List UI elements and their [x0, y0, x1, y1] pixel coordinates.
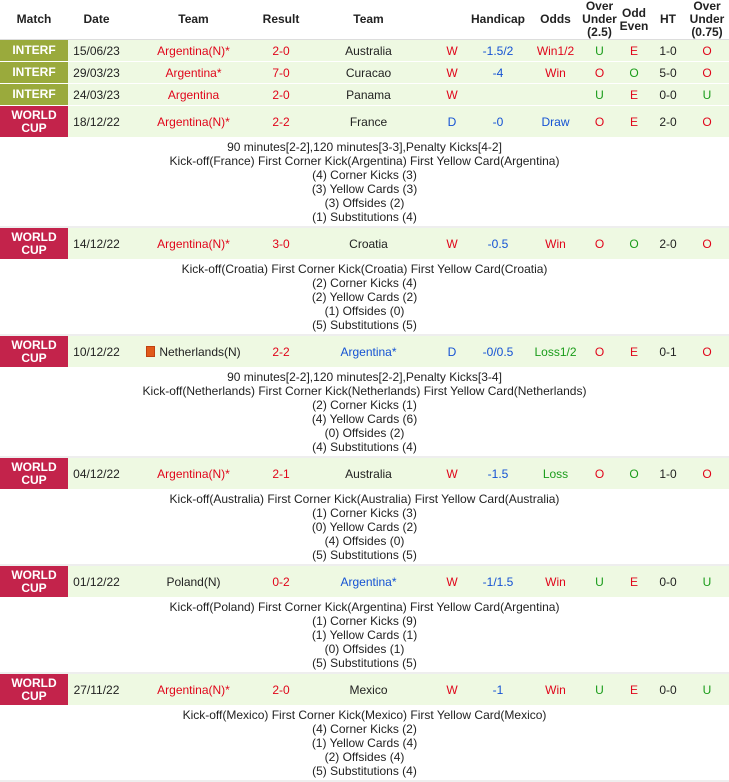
- home-team-name: Argentina(N)*: [157, 466, 230, 481]
- stat-line: (2) Offsides (4): [324, 750, 405, 764]
- home-team-name: Argentina(N)*: [157, 236, 230, 251]
- stat-line: (0) Offsides (2): [324, 426, 405, 440]
- away-team[interactable]: France: [300, 106, 437, 138]
- over-under: U: [582, 40, 617, 62]
- league-badge[interactable]: INTERF: [0, 40, 68, 62]
- match-date: 29/03/23: [68, 62, 125, 84]
- match-date: 24/03/23: [68, 84, 125, 106]
- over-under-075: U: [685, 673, 729, 706]
- stat-line: Kick-off(Croatia) First Corner Kick(Croatia) First Yellow Card(Croatia): [181, 262, 548, 276]
- stat-line: (4) Yellow Cards (6): [311, 412, 418, 426]
- match-details-row: [0, 138, 729, 228]
- odds-result: Win: [529, 62, 582, 84]
- stat-line: (1) Offsides (0): [324, 304, 405, 318]
- handicap: [467, 84, 529, 106]
- away-team[interactable]: Australia: [300, 40, 437, 62]
- stat-line: (1) Corner Kicks (3): [312, 506, 417, 520]
- header-over-under-075: Over Under (0.75): [685, 0, 729, 40]
- odds-result: Win1/2: [529, 40, 582, 62]
- header-date[interactable]: Date: [68, 0, 125, 40]
- odds-result: Win: [529, 565, 582, 598]
- over-under: O: [582, 62, 617, 84]
- odd-even: O: [617, 227, 651, 260]
- stat-line: (5) Substitutions (5): [312, 318, 417, 332]
- handicap: -0.5: [467, 227, 529, 260]
- away-team[interactable]: Curacao: [300, 62, 437, 84]
- odd-even: E: [617, 40, 651, 62]
- header-odds: Odds: [529, 0, 582, 40]
- odds-result: Win: [529, 227, 582, 260]
- stat-line: 90 minutes[2-2],120 minutes[2-2],Penalty Kicks[3-4]: [227, 370, 502, 384]
- away-team[interactable]: Mexico: [300, 673, 437, 706]
- score[interactable]: 7-0: [262, 62, 300, 84]
- half-time-score: 2-0: [651, 227, 685, 260]
- league-badge[interactable]: WORLD CUP: [0, 673, 68, 706]
- header-handicap: Handicap: [467, 0, 529, 40]
- match-stats: [0, 260, 729, 336]
- header-team-home: Team: [125, 0, 262, 40]
- half-time-score: 1-0: [651, 40, 685, 62]
- stat-line: Kick-off(Poland) First Corner Kick(Argentina) First Yellow Card(Argentina): [169, 600, 560, 614]
- over-under-075: O: [685, 335, 729, 368]
- over-under: O: [582, 457, 617, 490]
- match-details-row: [0, 706, 729, 782]
- stat-line: (4) Offsides (0): [324, 534, 405, 548]
- over-under: U: [582, 673, 617, 706]
- stat-line: Kick-off(Netherlands) First Corner Kick(Netherlands) First Yellow Card(Netherlands): [142, 384, 587, 398]
- league-badge[interactable]: WORLD CUP: [0, 227, 68, 260]
- stat-line: Kick-off(France) First Corner Kick(Argentina) First Yellow Card(Argentina): [169, 154, 560, 168]
- stat-line: (1) Corner Kicks (9): [312, 614, 417, 628]
- score[interactable]: 2-0: [262, 40, 300, 62]
- match-details-row: [0, 368, 729, 458]
- match-date: 15/06/23: [68, 40, 125, 62]
- result-wdl: W: [437, 84, 467, 106]
- handicap: -1: [467, 673, 529, 706]
- league-badge[interactable]: INTERF: [0, 62, 68, 84]
- away-team[interactable]: Australia: [300, 457, 437, 490]
- score[interactable]: 2-2: [262, 106, 300, 138]
- home-team[interactable]: [125, 106, 262, 138]
- match-date: 01/12/22: [68, 565, 125, 598]
- result-wdl: W: [437, 227, 467, 260]
- over-under-075: O: [685, 40, 729, 62]
- result-wdl: D: [437, 106, 467, 138]
- stat-line: 90 minutes[2-2],120 minutes[3-3],Penalty Kicks[4-2]: [227, 140, 502, 154]
- handicap: -4: [467, 62, 529, 84]
- table-row[interactable]: [0, 40, 729, 62]
- half-time-score: 0-0: [651, 84, 685, 106]
- result-wdl: W: [437, 40, 467, 62]
- odd-even: E: [617, 84, 651, 106]
- handicap: -0/0.5: [467, 335, 529, 368]
- stat-line: (1) Substitutions (4): [312, 210, 417, 224]
- table-row[interactable]: [0, 227, 729, 260]
- league-badge[interactable]: WORLD CUP: [0, 565, 68, 598]
- result-wdl: W: [437, 673, 467, 706]
- stat-line: (2) Corner Kicks (1): [312, 398, 417, 412]
- match-details-row: [0, 260, 729, 336]
- table-row[interactable]: [0, 84, 729, 106]
- match-list: [0, 40, 729, 782]
- stat-line: (3) Yellow Cards (3): [311, 182, 418, 196]
- match-stats: [0, 706, 729, 782]
- over-under: U: [582, 84, 617, 106]
- match-date: 04/12/22: [68, 457, 125, 490]
- home-team-name: Argentina(N)*: [157, 682, 230, 697]
- match-stats: [0, 138, 729, 228]
- over-under-075: U: [685, 565, 729, 598]
- odds-result: [529, 84, 582, 106]
- home-team[interactable]: [125, 40, 262, 62]
- stat-line: (0) Yellow Cards (2): [311, 520, 418, 534]
- score[interactable]: 2-0: [262, 673, 300, 706]
- score[interactable]: 2-0: [262, 84, 300, 106]
- home-team[interactable]: [125, 227, 262, 260]
- home-team[interactable]: [125, 457, 262, 490]
- header-row: [0, 0, 729, 40]
- result-wdl: W: [437, 457, 467, 490]
- table-row[interactable]: [0, 106, 729, 138]
- half-time-score: 1-0: [651, 457, 685, 490]
- stat-line: Kick-off(Australia) First Corner Kick(Australia) First Yellow Card(Australia): [169, 492, 560, 506]
- stat-line: (4) Corner Kicks (2): [312, 722, 417, 736]
- stat-line: (1) Yellow Cards (1): [311, 628, 418, 642]
- match-stats: [0, 598, 729, 674]
- table-row[interactable]: [0, 457, 729, 490]
- score[interactable]: 3-0: [262, 227, 300, 260]
- result-wdl: W: [437, 62, 467, 84]
- home-team-name: Argentina*: [165, 65, 222, 80]
- away-team[interactable]: Croatia: [300, 227, 437, 260]
- match-stats: [0, 490, 729, 566]
- handicap: -1/1.5: [467, 565, 529, 598]
- table-row[interactable]: [0, 565, 729, 598]
- stat-line: (4) Corner Kicks (3): [312, 168, 417, 182]
- stat-line: (5) Substitutions (5): [312, 548, 417, 562]
- table-row[interactable]: [0, 62, 729, 84]
- odds-result: Win: [529, 673, 582, 706]
- half-time-score: 0-0: [651, 673, 685, 706]
- match-stats: [0, 368, 729, 458]
- match-details-row: [0, 490, 729, 566]
- over-under-075: O: [685, 106, 729, 138]
- score[interactable]: 2-1: [262, 457, 300, 490]
- half-time-score: 5-0: [651, 62, 685, 84]
- stat-line: (3) Offsides (2): [324, 196, 405, 210]
- odds-result: Loss1/2: [529, 335, 582, 368]
- match-date: 27/11/22: [68, 673, 125, 706]
- home-team-name: Poland(N): [166, 574, 221, 589]
- league-badge[interactable]: WORLD CUP: [0, 335, 68, 368]
- table-row[interactable]: [0, 335, 729, 368]
- match-date: 18/12/22: [68, 106, 125, 138]
- score[interactable]: 0-2: [262, 565, 300, 598]
- netherlands-flag-icon: [146, 346, 155, 357]
- odd-even: E: [617, 106, 651, 138]
- over-under-075: O: [685, 457, 729, 490]
- home-team-name: Argentina(N)*: [157, 114, 230, 129]
- over-under-075: U: [685, 84, 729, 106]
- header-odd-even: Odd Even: [617, 0, 651, 40]
- score[interactable]: 2-2: [262, 335, 300, 368]
- match-details-row: [0, 598, 729, 674]
- stat-line: (2) Yellow Cards (2): [311, 290, 418, 304]
- half-time-score: 2-0: [651, 106, 685, 138]
- home-team-name: Netherlands(N): [159, 344, 241, 359]
- odd-even: E: [617, 565, 651, 598]
- over-under-075: O: [685, 62, 729, 84]
- header-result: Result: [262, 0, 300, 40]
- odd-even: O: [617, 457, 651, 490]
- away-team[interactable]: Panama: [300, 84, 437, 106]
- stat-line: Kick-off(Mexico) First Corner Kick(Mexico) First Yellow Card(Mexico): [182, 708, 547, 722]
- home-team[interactable]: [125, 673, 262, 706]
- over-under: U: [582, 565, 617, 598]
- league-badge[interactable]: WORLD CUP: [0, 106, 68, 138]
- away-team[interactable]: Argentina*: [300, 565, 437, 598]
- home-team[interactable]: [125, 84, 262, 106]
- over-under-075: O: [685, 227, 729, 260]
- home-team-name: Argentina: [167, 87, 220, 102]
- handicap: -0: [467, 106, 529, 138]
- stat-line: (1) Yellow Cards (4): [311, 736, 418, 750]
- stat-line: (4) Substitutions (4): [312, 440, 417, 454]
- over-under: O: [582, 227, 617, 260]
- league-badge[interactable]: INTERF: [0, 84, 68, 106]
- over-under: O: [582, 335, 617, 368]
- header-match[interactable]: Match: [0, 0, 68, 40]
- half-time-score: 0-1: [651, 335, 685, 368]
- stat-line: (5) Substitutions (4): [312, 764, 417, 778]
- stat-line: (2) Corner Kicks (4): [312, 276, 417, 290]
- handicap: -1.5: [467, 457, 529, 490]
- match-date: 10/12/22: [68, 335, 125, 368]
- odd-even: E: [617, 673, 651, 706]
- odd-even: O: [617, 62, 651, 84]
- result-wdl: W: [437, 565, 467, 598]
- match-date: 14/12/22: [68, 227, 125, 260]
- home-team[interactable]: [125, 335, 262, 368]
- header-over-under: Over Under (2.5): [582, 0, 617, 39]
- home-team[interactable]: [125, 62, 262, 84]
- stat-line: (5) Substitutions (5): [312, 656, 417, 670]
- stat-line: (0) Offsides (1): [324, 642, 405, 656]
- header-ht: HT: [651, 0, 685, 40]
- home-team[interactable]: [125, 565, 262, 598]
- result-wdl: D: [437, 335, 467, 368]
- over-under: O: [582, 106, 617, 138]
- handicap: -1.5/2: [467, 40, 529, 62]
- home-team-name: Argentina(N)*: [157, 43, 230, 58]
- league-badge[interactable]: WORLD CUP: [0, 457, 68, 490]
- odd-even: E: [617, 335, 651, 368]
- odds-result: Draw: [529, 106, 582, 138]
- header-wdl: [437, 0, 467, 40]
- odds-result: Loss: [529, 457, 582, 490]
- half-time-score: 0-0: [651, 565, 685, 598]
- header-team-away: Team: [300, 0, 437, 40]
- table-row[interactable]: [0, 673, 729, 706]
- away-team[interactable]: Argentina*: [300, 335, 437, 368]
